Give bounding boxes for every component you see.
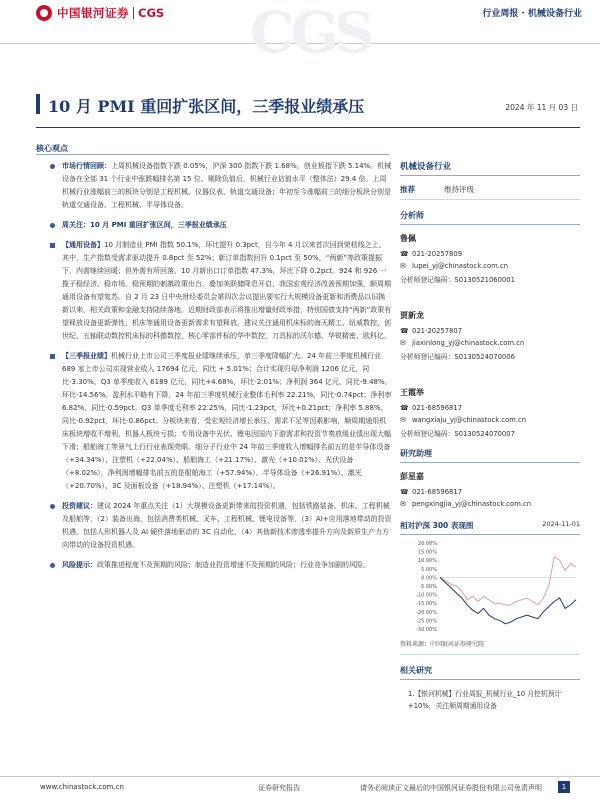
y-tick-label: -25.00% xyxy=(416,618,437,625)
report-category: 行业周报 · 机械设备行业 xyxy=(482,9,582,19)
page-header xyxy=(0,0,600,66)
paragraph-label: 风险提示： xyxy=(62,561,97,569)
y-tick-label: 20.00% xyxy=(417,541,437,547)
title-accent-bar xyxy=(36,94,40,114)
paragraph-label: 【三季报业绩】 xyxy=(62,352,111,360)
y-tick-label: -10.00% xyxy=(416,592,437,599)
y-tick-label: -15.00% xyxy=(416,601,437,608)
y-tick-label: 5.00% xyxy=(421,566,437,573)
logo-text-cn: 中国银河证券 xyxy=(57,6,129,20)
analyst-reg: 分析师登记编码：S0130524070007 xyxy=(400,430,515,438)
chart-title: 相对沪深 300 表现图 xyxy=(400,521,474,530)
y-tick-label: -5.00% xyxy=(419,584,437,590)
footer-disclaimer: 请务必阅读正文最后的中国银河证券股份有限公司免责声明 xyxy=(360,784,542,792)
assistant-name: 彭星嘉 xyxy=(400,472,424,481)
title-row xyxy=(0,92,600,122)
relative-performance-chart xyxy=(400,539,580,635)
y-tick-label: 0.00% xyxy=(421,575,437,582)
logo-text-en: CGS xyxy=(138,6,165,20)
rating-key: 推荐 xyxy=(400,185,415,194)
bullet-icon xyxy=(50,223,55,228)
email-icon: ✉ xyxy=(400,416,406,424)
sidebar xyxy=(400,160,580,712)
analyst-email[interactable]: ✉ wangxiaju_yj@chinastock.com.cn xyxy=(400,416,527,424)
y-tick-label: 10.00% xyxy=(417,558,437,565)
analyst-name: 鲁佩 xyxy=(400,234,416,243)
analyst-name: 王霞举 xyxy=(400,388,424,397)
y-tick-label: 15.00% xyxy=(417,549,437,556)
analyst-reg: 分析师登记编码：S0130521060001 xyxy=(400,276,515,284)
paragraph-risk-warning xyxy=(44,559,392,572)
bullet-icon xyxy=(50,504,55,509)
chart-source: 资料来源：中国银河证券研究院 xyxy=(400,639,580,655)
square-bullet-icon xyxy=(50,243,55,248)
email-icon: ✉ xyxy=(400,262,406,270)
chart-date: 2024-11-01 xyxy=(542,520,580,528)
related-item[interactable]: 1.【银河机械】行业周报_机械行业_10 月挖机预计+10%，关注顺周期通用设备 xyxy=(408,690,562,710)
phone-icon: ☎ xyxy=(400,488,409,496)
page-footer xyxy=(0,776,600,800)
y-tick-label: -20.00% xyxy=(416,609,437,616)
rating-value: 维持评级 xyxy=(444,185,474,194)
phone-icon: ☎ xyxy=(400,250,409,258)
title-divider xyxy=(36,127,580,128)
analyst-email[interactable]: ✉ lupei_yj@chinastock.com.cn xyxy=(400,262,509,270)
assistant-card xyxy=(400,471,580,508)
paragraph-text: 机械行业上市公司三季度报业绩继续承压，单三季度降幅扩大。24 年前三季度机械行业 689 家上市公司实现营业收入 17694 亿元，同比 + 5.01%；合计实现归母净利润 1206 亿元，同比-3.30%。Q3 单季度收入 6189 亿元，同比+4.68%，环比-2.01%；净利润 364 亿元，同比-9.48%，环比-14.56%。盈利水平略有下降，24 年前三季度机械行业整体毛利率 22.21%，同比-0.74pct；净利率 6.82%，同比-0.59pct。Q3 单季度毛利率 22.25%，同比-1.23pct，环比+0.21pct；净利率 5.88%，同比-0.92pct，环比-0.86pct。分板块来看，受宏观经济增长承压、需求不足等因素影响，顺周期通用机床板块增收不增利，机器人板块亏损；专用设备中光伏、锂电因国内下游需求和投资节奏放缓业绩出现大幅下滑；船舶海工等景气上行行业表现亮眼。细分子行业中 24 年前三季度收入增幅排名前五的是半导体设备（+34.34%）、注塑机（+22.04%）、船舶海工（+21.17%）、激光（+10.01%）、光伏设备（+8.02%），净利润增幅排名前五的是船舶海工（+57.94%）、半导体设备（+26.91%）、激光（+20.70%）、3C 及面板设备（+18.94%）、注塑机（+17.14%）。 xyxy=(62,352,392,490)
report-title: 10 月 PMI 重回扩张区间，三季报业绩承压 xyxy=(48,97,365,116)
paragraph-label: 周关注：10 月 PMI 重回扩张区间，三季报业绩承压 xyxy=(62,221,227,229)
assistant-email[interactable]: ✉ pengxingjia_yj@chinastock.com.cn xyxy=(400,500,532,508)
y-tick-label: -30.00% xyxy=(416,627,437,633)
logo-separator xyxy=(133,7,134,19)
paragraph-market-review xyxy=(44,160,392,212)
footer-url[interactable]: www.chinastock.com.cn xyxy=(40,783,124,791)
square-bullet-icon xyxy=(50,354,55,359)
logo-mark-icon xyxy=(36,5,52,21)
bullet-icon xyxy=(50,164,55,169)
analyst-name: 贾新龙 xyxy=(400,311,424,320)
paragraph-q3-results xyxy=(44,350,392,493)
company-logo xyxy=(36,5,164,21)
chart-svg xyxy=(400,539,580,635)
core-divider xyxy=(36,154,389,155)
core-points-heading: 核心观点 xyxy=(36,144,68,153)
paragraph-label: 市场行情回顾： xyxy=(62,162,111,170)
paragraph-investment-advice xyxy=(44,500,392,552)
related-heading: 相关研究 xyxy=(400,665,580,680)
email-icon: ✉ xyxy=(400,500,406,508)
paragraph-text: 上周机械设备指数下跌 0.05%，沪深 300 指数下跌 1.68%，创业板指下跌 5.14%。机械设备在全部 31 个行业中涨跌幅排名第 15 位。剔除负值后，机械行业估值水平（整体法）29.4 倍。上周机械行业涨幅前三的板块分别是工程机械、仪器仪表、轨道交通设备；年初至今涨幅前三的细分板块分别是轨道交通设备、工程机械、半导体设备。 xyxy=(62,162,392,209)
analyst-phone: ☎ 021-68596817 xyxy=(400,404,463,412)
report-date: 2024 年 11 月 03 日 xyxy=(505,103,578,112)
series-line xyxy=(440,557,576,605)
paragraph-label: 投资建议： xyxy=(62,502,97,510)
header-watermark: CGS xyxy=(250,0,371,66)
assistant-phone: ☎ 021-68596817 xyxy=(400,488,463,496)
email-icon: ✉ xyxy=(400,339,406,347)
paragraph-label: 【通用设备】 xyxy=(62,241,104,249)
paragraph-general-equipment xyxy=(44,239,392,343)
industry-title: 机械设备行业 xyxy=(400,160,580,176)
chart-header xyxy=(400,520,580,535)
paragraph-weekly-focus xyxy=(44,219,392,232)
series-line xyxy=(440,577,576,623)
analyst-card xyxy=(400,310,580,361)
paragraph-text: 10 月制造业 PMI 指数 50.1%，环比提升 0.3pct，自今年 4 月以来首次回到荣枯线之上。其中，生产指数受需求驱动提升 0.8pct 至 52%；新订单指数回升 0.1pct 至 50%，“两新”等政策提振下，内需继续回暖；但外需有所回落，10 月新出口订单指数 47.3%，环比下降 0.2pct。924 和 926 一揽子稳经济、稳市场、稳预期的刺激政策出台，叠加美联储降息开启，我国宏观经济改善预期加强，顺周期通用设备有望复苏。自 2 月 23 日中央财经委员会第四次会议提出要实行大规模设备更新和消费品以旧换新以来，相关政策和金融支持陆续落地。近期财政部表示将推出增量财政举措，特别国债支持“两新”政策有望释放设备更新弹性，机床等通用设备更新需求有望释放。建议关注通用机床标的海天精工、纽威数控、创世纪，五轴联动数控机床标的科德数控，核心零部件标的华中数控，刀具标的沃尔德、华锐精密、欧科亿。 xyxy=(62,241,392,340)
footer-label: 证券研究报告 xyxy=(258,784,300,792)
bullet-icon xyxy=(50,563,55,568)
analyst-card xyxy=(400,387,580,438)
analyst-reg: 分析师登记编码：S0130524070006 xyxy=(400,353,515,361)
analysts-heading: 分析师 xyxy=(400,210,580,225)
analyst-card xyxy=(400,233,580,284)
analyst-phone: ☎ 021-20257807 xyxy=(400,327,463,335)
paragraph-text: 建议 2024 年重点关注（1）大规模设备更新带来的投资机遇，包括铁路装备、机床、工程机械及船舶等，（2）装备出海，包括消费类机械、叉车、工程机械、锂电设备等，（3）AI+应用落地带动的投资机遇，包括人形机器人及 AI 硬件落地驱动的 3C 自动化，（4）其他新技术渗透率提升方向及新质生产力方向带动的设备投资机遇。 xyxy=(62,502,392,549)
rating-row xyxy=(400,184,580,200)
main-content xyxy=(44,160,392,576)
paragraph-text: 政策推进程度不及预期的风险；制造业投资增速不及预期的风险；行业竞争加剧的风险。 xyxy=(97,561,370,569)
analyst-email[interactable]: ✉ jiaxinlong_yj@chinastock.com.cn xyxy=(400,339,525,347)
assistant-heading: 研究助理 xyxy=(400,448,580,463)
analyst-phone: ☎ 021-20257809 xyxy=(400,250,463,258)
phone-icon: ☎ xyxy=(400,404,409,412)
page-number: 1 xyxy=(558,781,570,793)
phone-icon: ☎ xyxy=(400,327,409,335)
related-list xyxy=(400,688,580,712)
